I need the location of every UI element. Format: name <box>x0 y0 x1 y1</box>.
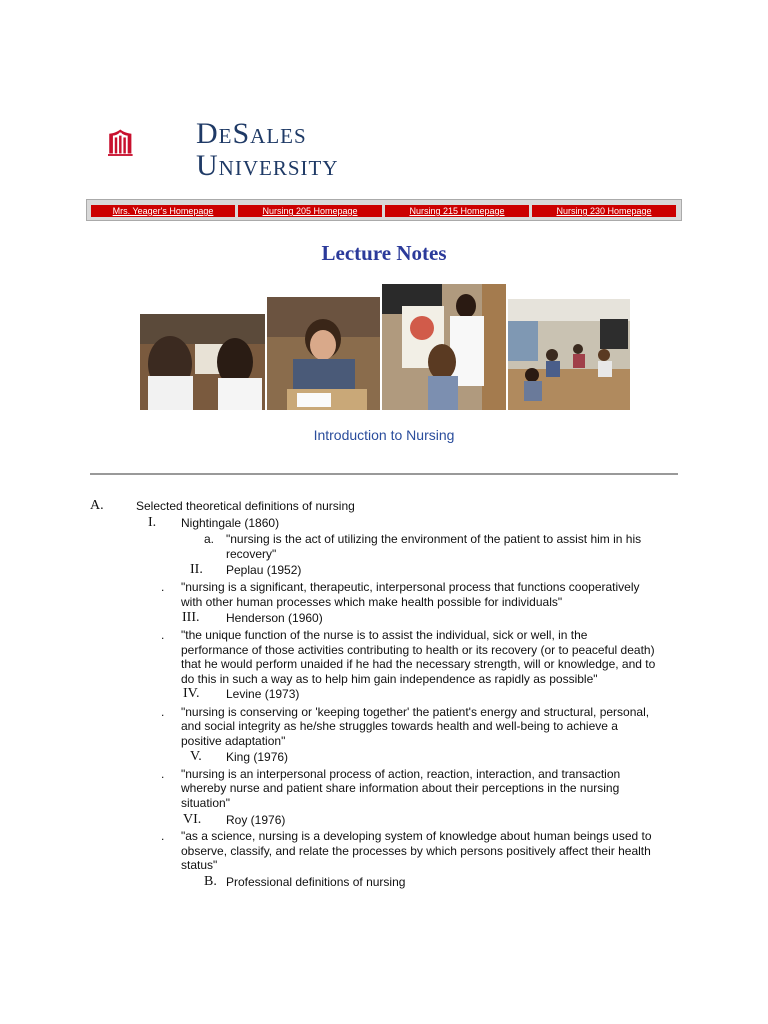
outline-marker-vi: VI. <box>183 812 202 827</box>
outline-marker-ii: II. <box>190 562 203 577</box>
definition-levine-line-3: positive adaptation" <box>181 734 286 748</box>
definition-peplau-line-1: "nursing is a significant, therapeutic, interpersonal process that functions cooperatively <box>181 580 640 594</box>
definition-roy-line-3: status" <box>181 858 218 872</box>
outline-item-levine: Levine (1973) <box>226 687 300 701</box>
definition-roy-line-1: "as a science, nursing is a developing system of knowledge about human beings used to <box>181 829 652 843</box>
definition-henderson-line-3: that he would perform unaided if he had the necessary strength, will or knowledge, and to <box>181 657 656 671</box>
bullet-dot: . <box>161 628 165 642</box>
definition-king-line-1: "nursing is an interpersonal process of action, reaction, interaction, and transaction <box>181 767 621 781</box>
photo-classroom <box>508 299 630 410</box>
nav-link-nursing-215[interactable]: Nursing 215 Homepage <box>385 205 529 217</box>
outline-marker-i: I. <box>148 515 157 530</box>
nav-link-yeager-homepage[interactable]: Mrs. Yeager's Homepage <box>91 205 235 217</box>
outline-item-peplau: Peplau (1952) <box>226 563 302 577</box>
bullet-dot: . <box>161 705 165 719</box>
definition-henderson-line-4: do this in such a way as to help him gain independence as rapidly as possible" <box>181 672 598 686</box>
photo-nurse-instructor <box>382 284 506 410</box>
definition-henderson-line-2: performance of those activities contributing to health or its recovery (or to peaceful death) <box>181 643 655 657</box>
horizontal-divider <box>90 473 678 475</box>
logo-wordmark <box>196 118 339 182</box>
definition-nightingale-line-2: recovery" <box>226 547 277 561</box>
outline-heading-b: Professional definitions of nursing <box>226 875 406 889</box>
section-subtitle: Introduction to Nursing <box>313 427 455 443</box>
definition-nightingale-line-1: "nursing is the act of utilizing the environment of the patient to assist him in his <box>226 532 642 546</box>
outline-marker-b: B. <box>204 874 217 889</box>
nav-link-nursing-205[interactable]: Nursing 205 Homepage <box>238 205 382 217</box>
photo-student-at-desk <box>267 297 380 410</box>
photo-students-reading <box>140 314 265 410</box>
logo-line-2: University <box>196 149 339 182</box>
definition-peplau-line-2: with other human processes which make health possible for individuals" <box>181 595 563 609</box>
outline-marker-iii: III. <box>182 610 200 625</box>
definition-levine-line-2: and social integrity as he/she struggles towards health and well-being to achieve a <box>181 719 618 733</box>
outline-marker-iv: IV. <box>183 686 200 701</box>
definition-henderson-line-1: "the unique function of the nurse is to assist the individual, sick or well, in the <box>181 628 588 642</box>
definition-king-line-2: whereby nurse and patient share information about their perceptions in the nursing <box>181 781 620 795</box>
definition-king-line-3: situation" <box>181 796 230 810</box>
definition-levine-line-1: "nursing is conserving or 'keeping together' the patient's energy and structural, personal, <box>181 705 650 719</box>
outline-item-henderson: Henderson (1960) <box>226 611 323 625</box>
bullet-dot: . <box>161 580 165 594</box>
outline-marker-a: A. <box>90 498 104 513</box>
outline-item-king: King (1976) <box>226 750 289 764</box>
outline-item-nightingale: Nightingale (1860) <box>181 516 280 530</box>
definition-roy-line-2: observe, classify, and relate the processes by which persons positively affect their health <box>181 844 651 858</box>
outline-marker-v: V. <box>190 749 202 764</box>
nav-bar <box>86 199 682 221</box>
bullet-dot: . <box>161 767 165 781</box>
page-title: Lecture Notes <box>321 241 447 265</box>
outline-heading-a: Selected theoretical definitions of nursing <box>136 499 355 513</box>
logo-line-1: DeSales <box>196 117 307 150</box>
outline-item-roy: Roy (1976) <box>226 813 286 827</box>
desales-crest-icon <box>108 98 188 188</box>
outline-sub-marker-a: a. <box>204 532 215 546</box>
nav-link-nursing-230[interactable]: Nursing 230 Homepage <box>532 205 676 217</box>
bullet-dot: . <box>161 829 165 843</box>
